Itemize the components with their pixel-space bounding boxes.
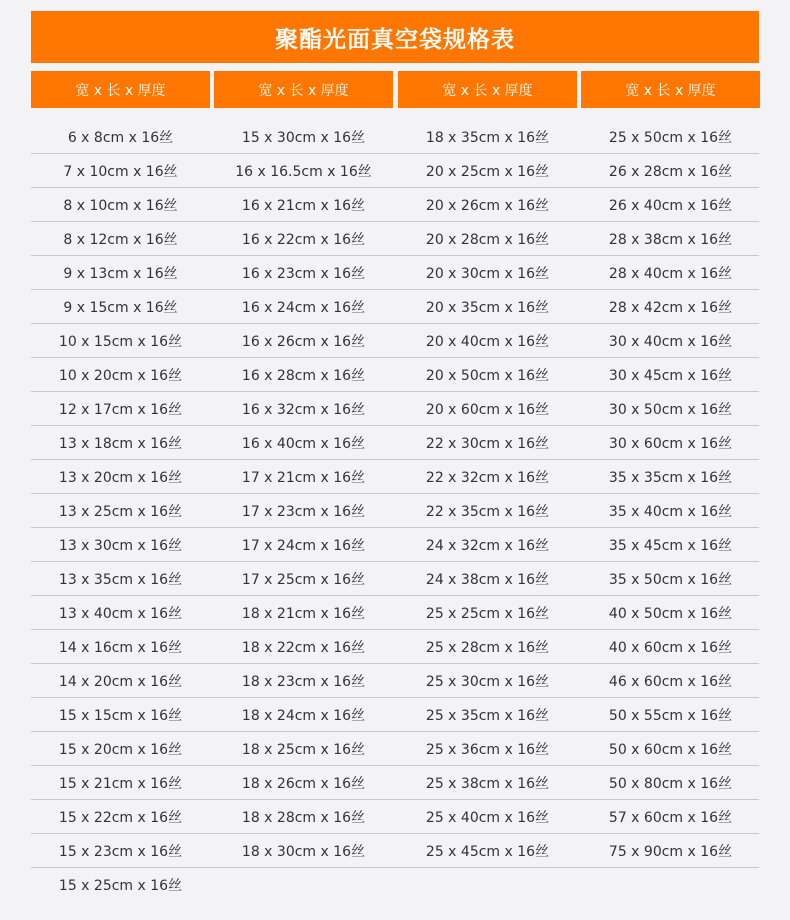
table-cell: 24 x 38cm x 16丝 (425, 572, 550, 588)
table-cell: 14 x 20cm x 16丝 (58, 674, 183, 690)
table-cell: 16 x 24cm x 16丝 (241, 300, 366, 316)
table-cell: 16 x 16.5cm x 16丝 (235, 164, 372, 180)
table-row (31, 562, 759, 596)
table-row (31, 630, 759, 664)
table-cell: 18 x 26cm x 16丝 (241, 776, 366, 792)
table-cell: 25 x 28cm x 16丝 (425, 640, 550, 656)
table-row (31, 426, 759, 460)
table-cell: 25 x 40cm x 16丝 (425, 810, 550, 826)
table-cell: 15 x 30cm x 16丝 (241, 130, 366, 146)
table-cell: 40 x 60cm x 16丝 (608, 640, 733, 656)
table-cell: 13 x 35cm x 16丝 (58, 572, 183, 588)
table-cell: 22 x 30cm x 16丝 (425, 436, 550, 452)
table-cell: 12 x 17cm x 16丝 (58, 402, 183, 418)
table-cell: 17 x 23cm x 16丝 (241, 504, 366, 520)
table-row (31, 528, 759, 562)
table-cell: 18 x 35cm x 16丝 (425, 130, 550, 146)
table-cell: 13 x 20cm x 16丝 (58, 470, 183, 486)
table-cell: 26 x 28cm x 16丝 (608, 164, 733, 180)
table-cell: 50 x 80cm x 16丝 (608, 776, 733, 792)
table-cell: 28 x 42cm x 16丝 (608, 300, 733, 316)
table-cell: 15 x 23cm x 16丝 (58, 844, 183, 860)
table-cell: 18 x 25cm x 16丝 (241, 742, 366, 758)
table-cell: 15 x 22cm x 16丝 (58, 810, 183, 826)
table-row (31, 358, 759, 392)
column-header-4: 宽 x 长 x 厚度 (581, 71, 760, 108)
table-cell: 20 x 30cm x 16丝 (425, 266, 550, 282)
table-cell: 8 x 10cm x 16丝 (63, 198, 178, 214)
table-cell: 8 x 12cm x 16丝 (63, 232, 178, 248)
table-cell: 16 x 21cm x 16丝 (241, 198, 366, 214)
table-cell: 20 x 35cm x 16丝 (425, 300, 550, 316)
table-cell: 35 x 45cm x 16丝 (608, 538, 733, 554)
table-row (31, 732, 759, 766)
table-cell: 20 x 26cm x 16丝 (425, 198, 550, 214)
table-cell: 13 x 30cm x 16丝 (58, 538, 183, 554)
table-row (31, 766, 759, 800)
table-cell: 17 x 21cm x 16丝 (241, 470, 366, 486)
table-cell: 16 x 40cm x 16丝 (241, 436, 366, 452)
table-cell: 15 x 15cm x 16丝 (58, 708, 183, 724)
table-cell: 25 x 50cm x 16丝 (608, 130, 733, 146)
table-cell: 50 x 60cm x 16丝 (608, 742, 733, 758)
table-cell: 57 x 60cm x 16丝 (608, 810, 733, 826)
table-row (31, 290, 759, 324)
table-row (31, 664, 759, 698)
table-cell: 50 x 55cm x 16丝 (608, 708, 733, 724)
table-cell (398, 868, 577, 902)
table-cell: 15 x 21cm x 16丝 (58, 776, 183, 792)
table-cell: 35 x 40cm x 16丝 (608, 504, 733, 520)
column-header-3: 宽 x 长 x 厚度 (398, 71, 577, 108)
table-cell: 6 x 8cm x 16丝 (67, 130, 174, 146)
table-row (31, 222, 759, 256)
spec-table (31, 120, 759, 902)
table-row (31, 596, 759, 630)
table-cell: 20 x 60cm x 16丝 (425, 402, 550, 418)
table-cell: 16 x 23cm x 16丝 (241, 266, 366, 282)
table-cell: 15 x 25cm x 16丝 (58, 878, 183, 894)
table-cell: 18 x 21cm x 16丝 (241, 606, 366, 622)
table-cell: 30 x 40cm x 16丝 (608, 334, 733, 350)
table-cell: 20 x 40cm x 16丝 (425, 334, 550, 350)
table-row (31, 120, 759, 154)
table-cell: 35 x 35cm x 16丝 (608, 470, 733, 486)
column-header-1: 宽 x 长 x 厚度 (31, 71, 210, 108)
table-row (31, 868, 759, 902)
table-cell: 13 x 25cm x 16丝 (58, 504, 183, 520)
table-cell: 17 x 25cm x 16丝 (241, 572, 366, 588)
table-row (31, 698, 759, 732)
table-cell: 28 x 40cm x 16丝 (608, 266, 733, 282)
table-cell: 20 x 28cm x 16丝 (425, 232, 550, 248)
table-cell: 20 x 25cm x 16丝 (425, 164, 550, 180)
table-cell: 18 x 24cm x 16丝 (241, 708, 366, 724)
table-row (31, 256, 759, 290)
table-cell: 46 x 60cm x 16丝 (608, 674, 733, 690)
table-cell: 25 x 45cm x 16丝 (425, 844, 550, 860)
table-row (31, 324, 759, 358)
table-row (31, 392, 759, 426)
table-cell: 30 x 45cm x 16丝 (608, 368, 733, 384)
table-cell: 7 x 10cm x 16丝 (63, 164, 178, 180)
table-cell: 18 x 30cm x 16丝 (241, 844, 366, 860)
table-cell: 26 x 40cm x 16丝 (608, 198, 733, 214)
table-cell: 75 x 90cm x 16丝 (608, 844, 733, 860)
table-cell: 25 x 36cm x 16丝 (425, 742, 550, 758)
table-cell: 9 x 15cm x 16丝 (63, 300, 178, 316)
table-cell: 17 x 24cm x 16丝 (241, 538, 366, 554)
table-cell: 16 x 26cm x 16丝 (241, 334, 366, 350)
table-cell: 22 x 35cm x 16丝 (425, 504, 550, 520)
table-cell: 28 x 38cm x 16丝 (608, 232, 733, 248)
table-cell: 20 x 50cm x 16丝 (425, 368, 550, 384)
table-cell: 13 x 40cm x 16丝 (58, 606, 183, 622)
table-row (31, 460, 759, 494)
table-cell: 15 x 20cm x 16丝 (58, 742, 183, 758)
column-header-2: 宽 x 长 x 厚度 (214, 71, 393, 108)
table-cell: 30 x 50cm x 16丝 (608, 402, 733, 418)
table-cell (214, 868, 393, 902)
table-cell: 16 x 22cm x 16丝 (241, 232, 366, 248)
table-cell: 16 x 28cm x 16丝 (241, 368, 366, 384)
table-cell: 13 x 18cm x 16丝 (58, 436, 183, 452)
table-cell: 40 x 50cm x 16丝 (608, 606, 733, 622)
table-row (31, 154, 759, 188)
table-cell: 18 x 28cm x 16丝 (241, 810, 366, 826)
table-row (31, 188, 759, 222)
table-row (31, 800, 759, 834)
table-cell: 25 x 30cm x 16丝 (425, 674, 550, 690)
table-cell: 10 x 20cm x 16丝 (58, 368, 183, 384)
table-cell: 16 x 32cm x 16丝 (241, 402, 366, 418)
table-header (31, 71, 759, 108)
table-cell: 25 x 35cm x 16丝 (425, 708, 550, 724)
table-cell: 25 x 25cm x 16丝 (425, 606, 550, 622)
table-cell: 22 x 32cm x 16丝 (425, 470, 550, 486)
table-cell: 30 x 60cm x 16丝 (608, 436, 733, 452)
table-row (31, 834, 759, 868)
table-cell: 24 x 32cm x 16丝 (425, 538, 550, 554)
table-cell: 25 x 38cm x 16丝 (425, 776, 550, 792)
table-cell: 18 x 23cm x 16丝 (241, 674, 366, 690)
page-title: 聚酯光面真空袋规格表 (31, 11, 759, 63)
table-cell: 18 x 22cm x 16丝 (241, 640, 366, 656)
table-cell: 35 x 50cm x 16丝 (608, 572, 733, 588)
table-cell: 10 x 15cm x 16丝 (58, 334, 183, 350)
table-row (31, 494, 759, 528)
table-cell (581, 868, 760, 902)
table-cell: 9 x 13cm x 16丝 (63, 266, 178, 282)
table-cell: 14 x 16cm x 16丝 (58, 640, 183, 656)
